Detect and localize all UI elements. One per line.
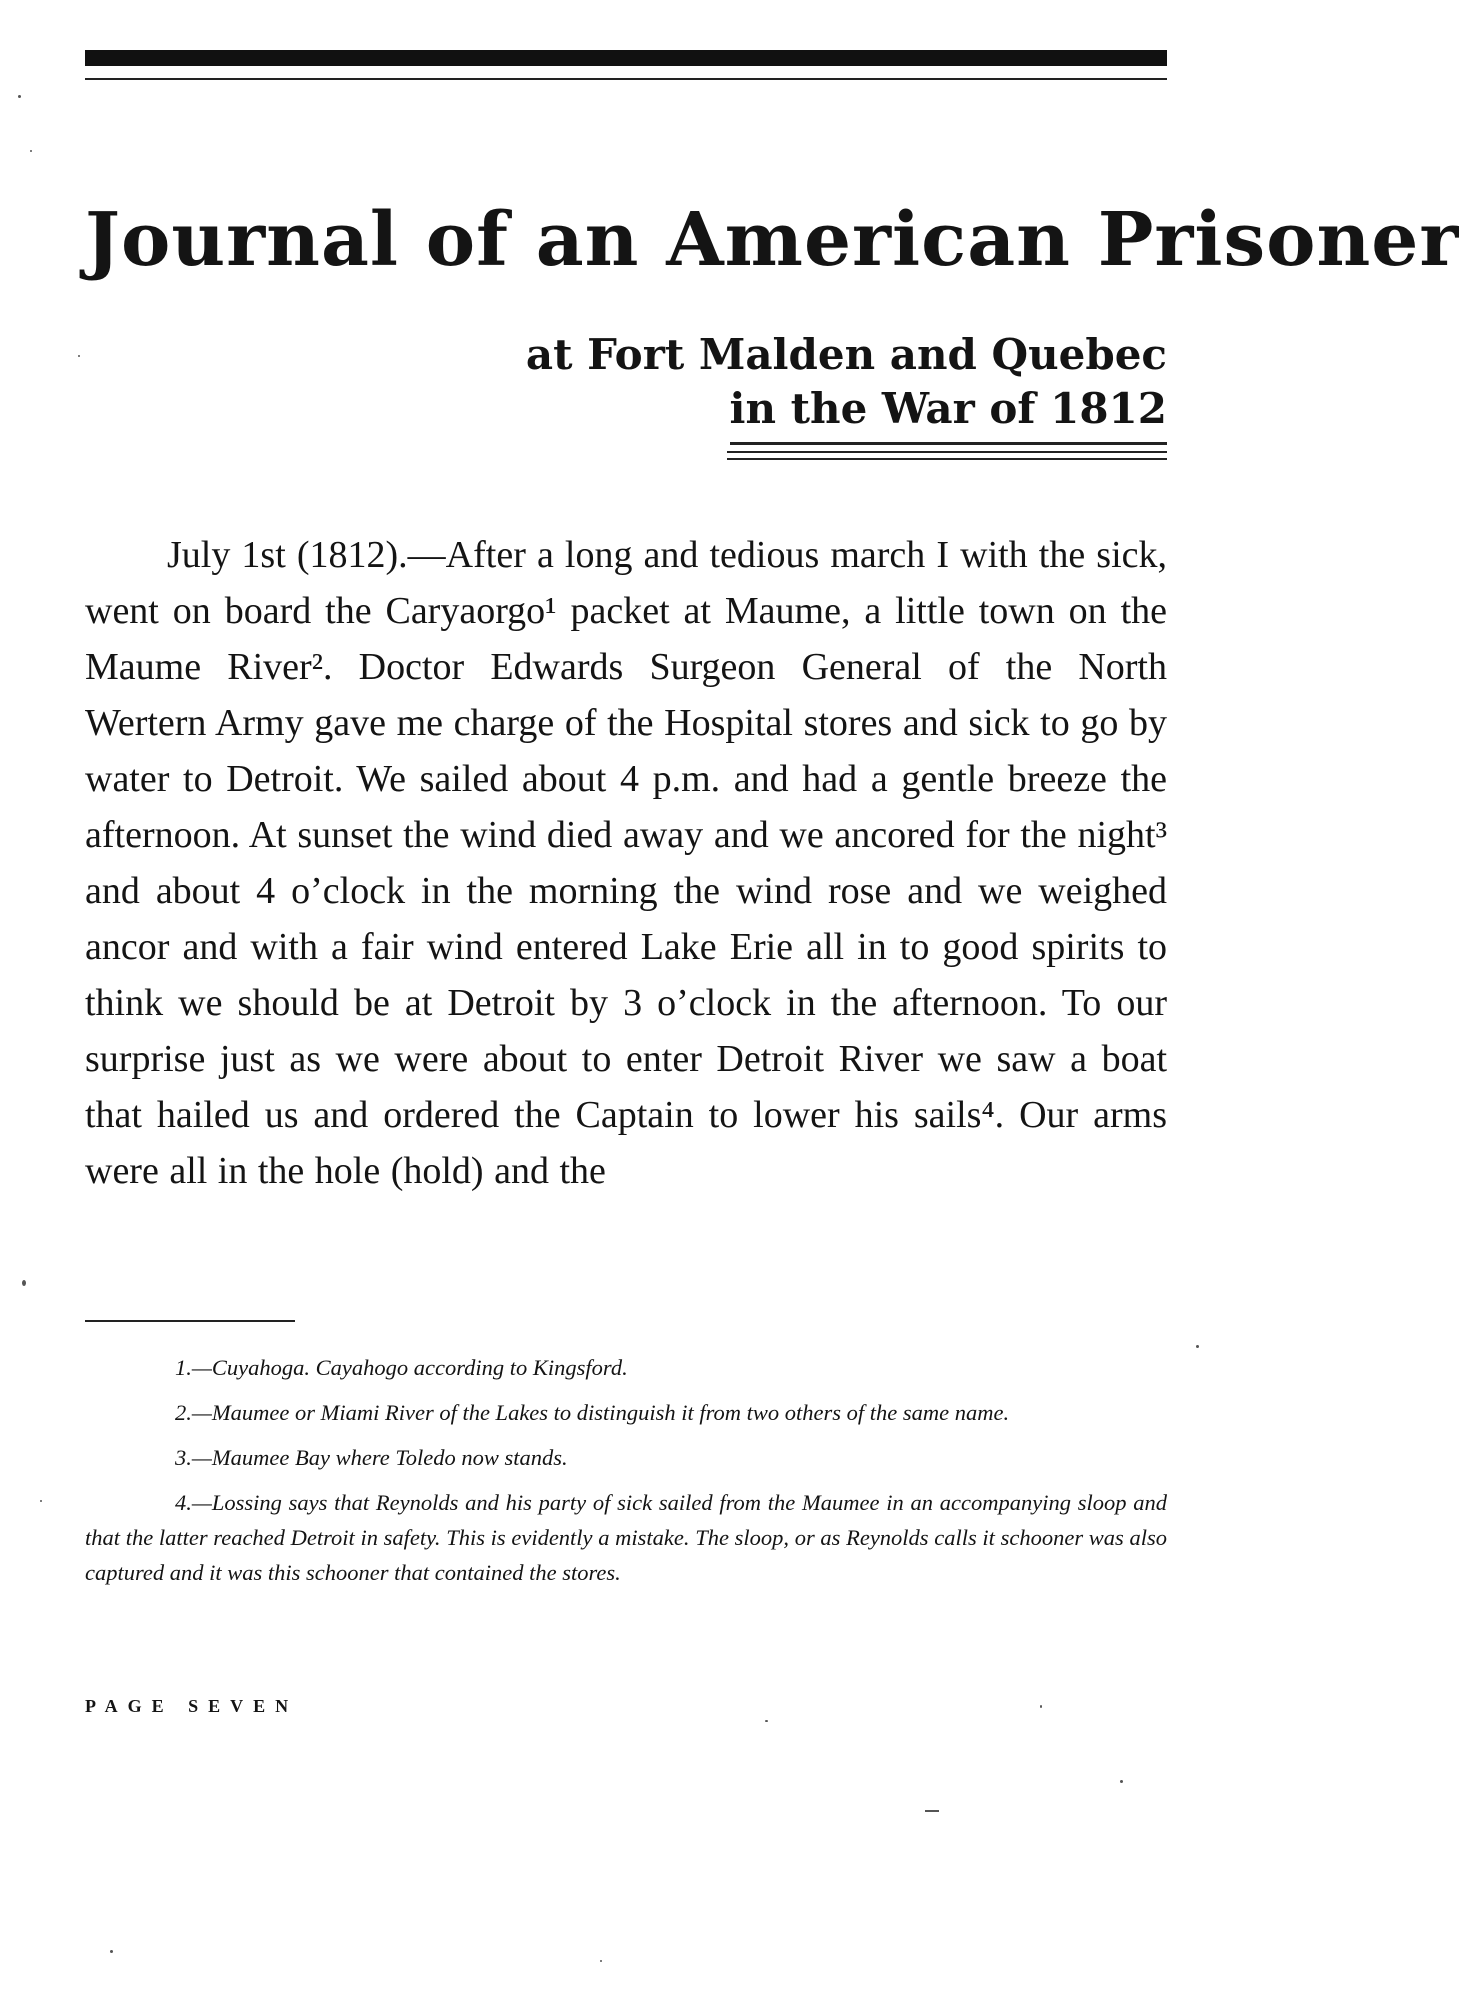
subtitle bbox=[526, 328, 1167, 445]
top-thick-rule bbox=[85, 50, 1167, 66]
page-title: Journal of an American Prisoner bbox=[85, 197, 1459, 283]
scan-speck bbox=[1196, 1345, 1199, 1348]
scan-speck bbox=[78, 355, 80, 357]
subtitle-line-2: in the War of 1812 bbox=[730, 382, 1167, 445]
scan-speck bbox=[22, 1280, 26, 1286]
scan-speck bbox=[600, 1960, 602, 1962]
subtitle-rule-double bbox=[727, 458, 1167, 460]
page-number-label: PAGE SEVEN bbox=[85, 1696, 299, 1716]
footnote-3: 3.—Maumee Bay where Toledo now stands. bbox=[175, 1445, 568, 1470]
footnote-4: 4.—Lossing says that Reynolds and his party of sick sailed from the Maumee in an accompanying sloop and that the latter reached Detroit in safety. This is evidently a mistake. The sloop, or as Reynolds calls it schooner was also captured and it was this schooner that contained the stores. bbox=[85, 1490, 1167, 1585]
footnote-2: 2.—Maumee or Miami River of the Lakes to distinguish it from two others of the same name. bbox=[175, 1400, 1010, 1425]
scan-speck bbox=[1040, 1705, 1042, 1708]
scan-speck bbox=[925, 1810, 939, 1812]
top-thin-rule bbox=[85, 78, 1167, 80]
footnote-1: 1.—Cuyahoga. Cayahogo according to Kingsford. bbox=[175, 1355, 628, 1380]
subtitle-line-1: at Fort Malden and Quebec bbox=[525, 330, 1167, 379]
scan-speck bbox=[18, 95, 21, 98]
footnotes bbox=[85, 1350, 1167, 1600]
footnote-rule bbox=[85, 1320, 295, 1322]
subtitle-rule bbox=[727, 451, 1167, 453]
scan-speck bbox=[40, 1500, 42, 1502]
scan-speck bbox=[1120, 1780, 1123, 1783]
scan-speck bbox=[30, 150, 32, 152]
scan-speck bbox=[765, 1720, 768, 1722]
scan-speck bbox=[110, 1950, 113, 1953]
body-paragraph: July 1st (1812).—After a long and tedious march I with the sick, went on board the Caryaorgo¹ packet at Maume, a little town on the Maume River². Doctor Edwards Surgeon General of the North Wertern Army gave me charge of the Hospital stores and sick to go by water to Detroit. We sailed about 4 p.m. and had a gentle breeze the afternoon. At sunset the wind died away and we ancored for the night³ and about 4 o’clock in the morning the wind rose and we weighed ancor and with a fair wind entered Lake Erie all in to good spirits to think we should be at Detroit by 3 o’clock in the afternoon. To our surprise just as we were about to enter Detroit River we saw a boat that hailed us and ordered the Captain to lower his sails⁴. Our arms were all in the hole (hold) and the bbox=[85, 534, 1167, 1192]
